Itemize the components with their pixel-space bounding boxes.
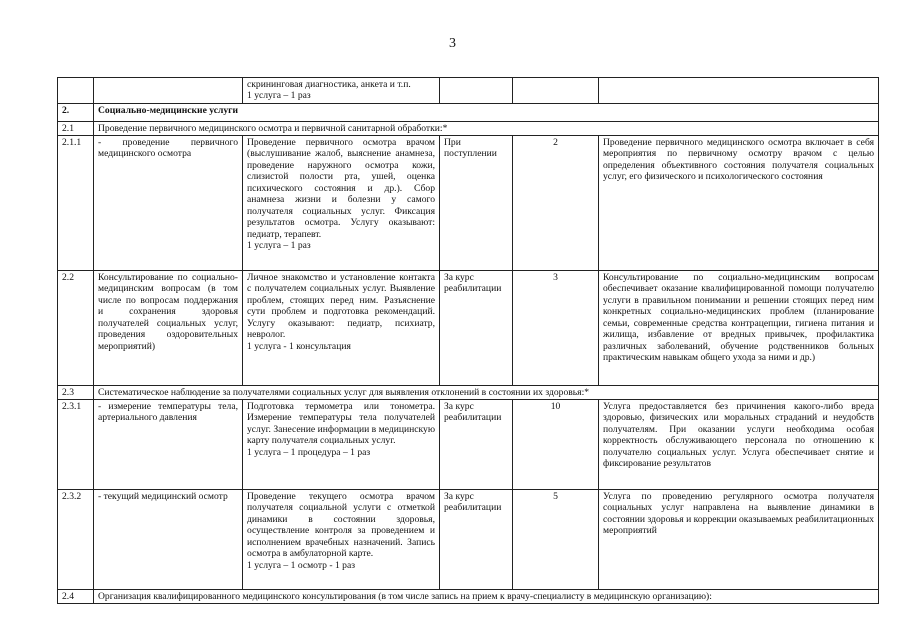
section-title: Социально-медицинские услуги — [94, 104, 879, 122]
table-row — [58, 122, 879, 136]
service-name: - текущий медицинский осмотр — [94, 490, 243, 590]
row-number: 2.3.1 — [58, 400, 94, 490]
service-quality: Проведение первичного медицинского осмотра включает в себя мероприятия по первичному осмотру врачом с целью определения объективного состояния получателя социальных услуг, его физического и психологического состояния — [599, 136, 879, 271]
table-row — [58, 400, 879, 490]
table-row — [58, 78, 879, 104]
row-text: Систематическое наблюдение за получателями социальных услуг для выявления отклонений в состоянии их здоровья:* — [94, 386, 879, 400]
service-name: Консультирование по социально-медицинским вопросам (в том числе по вопросам поддержания и сохранения здоровья получателей социальных услуг, проведения оздоровительных мероприятий) — [94, 271, 243, 386]
row-number: 2.2 — [58, 271, 94, 386]
service-description: Личное знакомство и установление контакта с получателем социальных услуг. Выявление проблем, стоящих перед ним. Разъяснение сути проблем и подготовка рекомендаций. Услугу оказывают: педиатр, психиатр, невролог. 1 услуга - 1 консультация — [243, 271, 440, 386]
cell-count — [513, 78, 599, 104]
services-table — [57, 77, 879, 604]
service-period: За курс реабилитации — [440, 490, 513, 590]
service-description: Подготовка термометра или тонометра. Измерение температуры тела получателей услуг. Занесение информации в медицинскую карту получателя социальных услуг. 1 услуга – 1 процедура – 1 раз — [243, 400, 440, 490]
cell-quality — [599, 78, 879, 104]
table-row — [58, 136, 879, 271]
row-number: 2.3.2 — [58, 490, 94, 590]
service-quality: Консультирование по социально-медицинским вопросам обеспечивает оказание квалифицированной помощи получателю услуги в правильном понимании и решении стоящих перед ним конкретных социально-медицинских проблем (планирование семьи, современные средства контрацепции, гигиена питания и жилища, избавление от вредных привычек, профилактика различных заболеваний, обучение родственников больных практическим навыкам общего ухода за ними и др.) — [599, 271, 879, 386]
service-description: Проведение первичного осмотра врачом (выслушивание жалоб, выяснение анамнеза, проведение наружного осмотра кожи, слизистой полости рта, ушей, оценка психического состояния и др.). Сбор анамнеза жизни и болезни у самого получателя социальных услуг. Фиксация результатов осмотра. Услугу оказывают: педиатр, терапевт. 1 услуга – 1 раз — [243, 136, 440, 271]
service-count: 3 — [513, 271, 599, 386]
table-row — [58, 490, 879, 590]
table-row — [58, 271, 879, 386]
row-number: 2.3 — [58, 386, 94, 400]
service-period: При поступлении — [440, 136, 513, 271]
service-quality: Услуга предоставляется без причинения какого-либо вреда здоровью, физических или моральных страданий и неудобств получателям. При оказании услуги необходима особая корректность обслуживающего персонала по отношению к получателю социальных услуг. Услуга обеспечивает снятие и фиксирование результатов — [599, 400, 879, 490]
row-number: 2.1.1 — [58, 136, 94, 271]
table-row — [58, 386, 879, 400]
page-number: 3 — [449, 36, 456, 51]
row-number: 2.4 — [58, 590, 94, 604]
service-period: За курс реабилитации — [440, 271, 513, 386]
cell-period — [440, 78, 513, 104]
service-count: 10 — [513, 400, 599, 490]
row-text: Проведение первичного медицинского осмотра и первичной санитарной обработки:* — [94, 122, 879, 136]
service-count: 5 — [513, 490, 599, 590]
service-period: За курс реабилитации — [440, 400, 513, 490]
cell-name — [94, 78, 243, 104]
service-description: Проведение текущего осмотра врачом получателя социальной услуги с отметкой динамики в состоянии здоровья, осуществление контроля за проведением и исполнением врачебных назначений. Запись осмотра в амбулаторной карте. 1 услуга – 1 осмотр - 1 раз — [243, 490, 440, 590]
section-header-row — [58, 104, 879, 122]
cell-description: скрининговая диагностика, анкета и т.п. 1 услуга – 1 раз — [243, 78, 440, 104]
row-text: Организация квалифицированного медицинского консультирования (в том числе запись на прием к врачу-специалисту в медицинскую организацию): — [94, 590, 879, 604]
section-number: 2. — [58, 104, 94, 122]
row-number: 2.1 — [58, 122, 94, 136]
service-quality: Услуга по проведению регулярного осмотра получателя социальных услуг направлена на выявление динамики в состоянии здоровья и коррекции оказываемых реабилитационных мероприятий — [599, 490, 879, 590]
cell-number — [58, 78, 94, 104]
service-count: 2 — [513, 136, 599, 271]
service-name: - измерение температуры тела, артериального давления — [94, 400, 243, 490]
table-row — [58, 590, 879, 604]
service-name: - проведение первичного медицинского осмотра — [94, 136, 243, 271]
